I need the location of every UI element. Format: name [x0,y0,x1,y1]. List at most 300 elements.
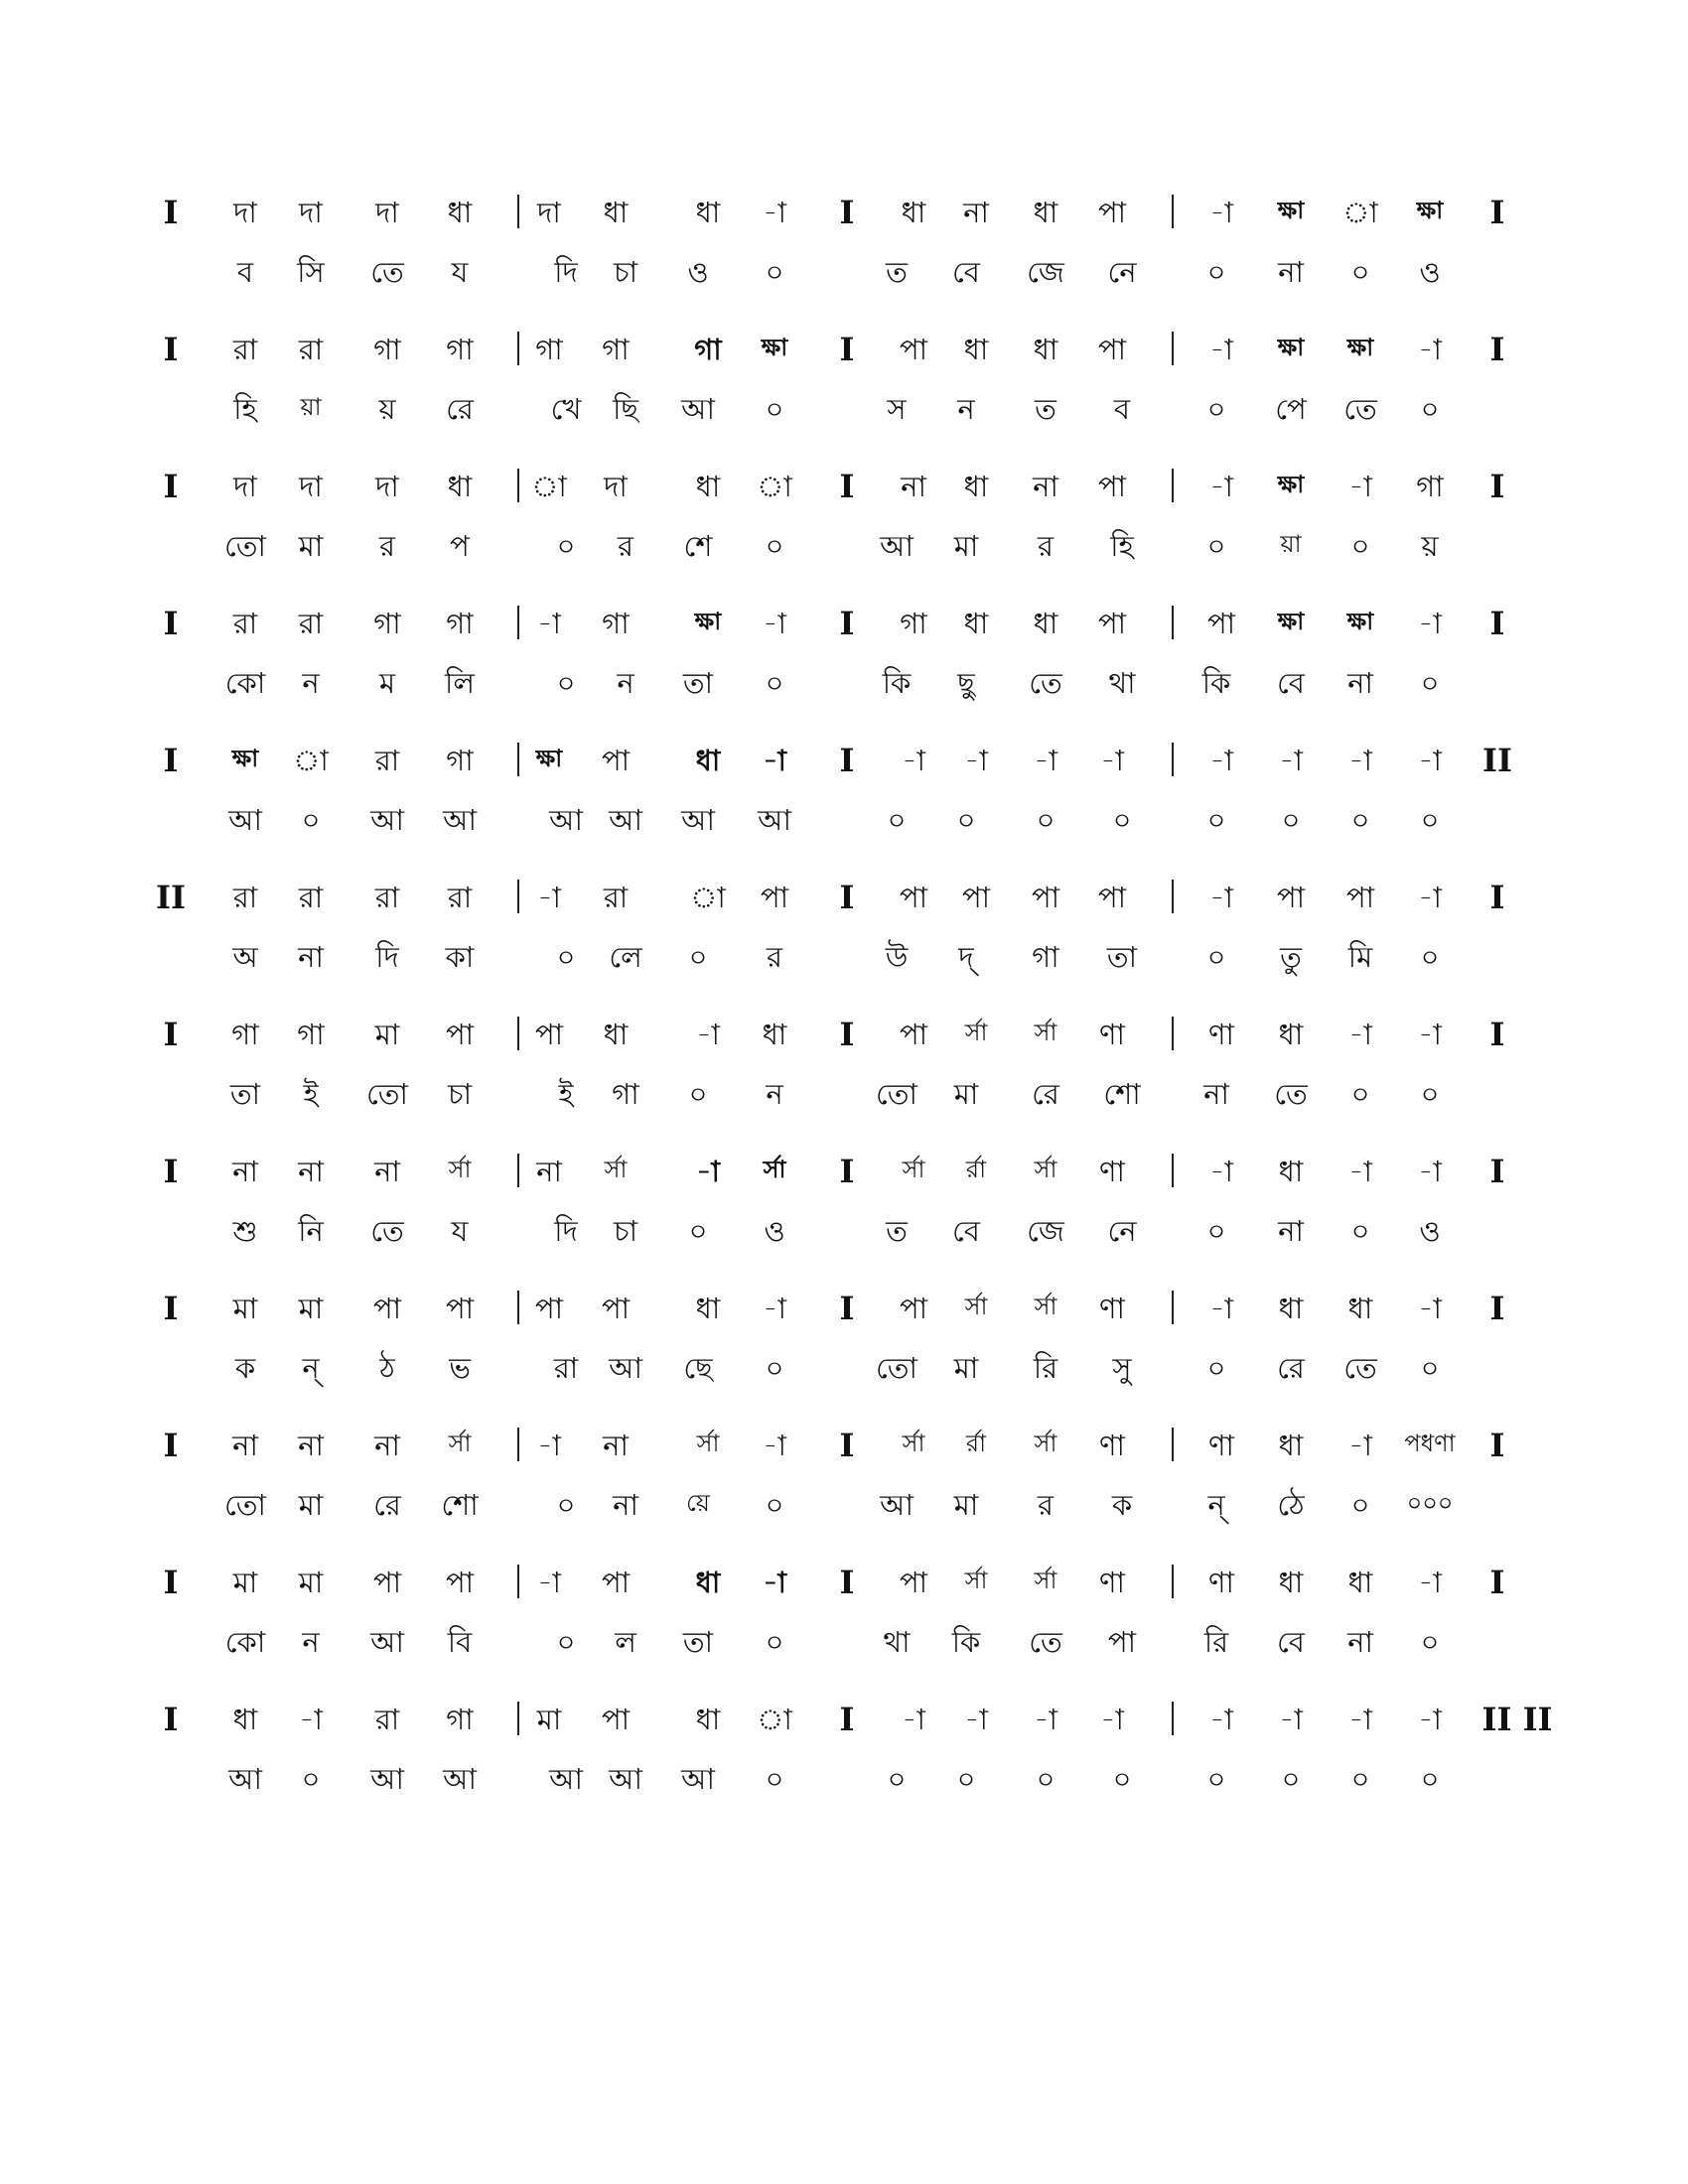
note-cell: না [298,1155,324,1188]
note-cell: গা [1416,470,1444,503]
note-cell: া [293,744,329,777]
lyric-cell: হি [1110,529,1134,563]
lyric-cell: ০ [556,940,576,974]
note-cell: ক্ষা [535,745,563,772]
lyric-cell: য [451,255,469,289]
lyric-cell: মা [953,1351,979,1385]
lyric-cell: অ [232,940,258,974]
lyric-cell: দি [375,940,399,974]
note-cell: ণা [1099,1018,1125,1051]
lyric-cell: গা [1032,940,1059,974]
note-cell: র্সা [964,1293,988,1320]
note-cell: -া [1418,1292,1442,1325]
note-cell: পা [899,881,928,914]
note-cell: ধা [603,1018,629,1051]
lyric-cell: কি [882,666,912,700]
lyric-cell: চা [447,1077,473,1111]
note-cell: ধা [1278,1566,1304,1599]
lyric-cell: মা [298,529,324,563]
lyric-cell: ০ [887,803,907,837]
barline-middle: I [839,194,855,231]
note-cell: ধা [1347,1566,1373,1599]
note-cell: না [232,1155,258,1188]
barline-middle: I [839,468,855,505]
note-cell: া [690,881,726,914]
note-cell: -া [1418,1018,1442,1051]
lyric-cell: তো [224,1488,266,1522]
note-cell: -া [1418,1155,1442,1188]
note-cell: রা [374,744,400,777]
lyric-cell: ও [1419,1214,1441,1248]
note-cell: পা [601,1566,631,1599]
lyric-cell: কো [224,1625,266,1659]
barline-start: I [163,605,179,642]
lyric-cell: আ [370,803,404,837]
note-cell: র্সা [696,1430,720,1457]
note-cell: র্সা [1034,1567,1057,1594]
lyric-cell: দি [554,255,578,289]
note-cell: -া [1418,881,1442,914]
lyric-cell: ন্ [1207,1488,1225,1522]
note-cell: দা [537,196,561,229]
note-cell: পা [445,1566,475,1599]
lyric-cell: ০ [765,1762,784,1796]
lyric-cell: ম [378,666,396,700]
note-cell: দা [299,196,323,229]
lyric-cell: ব [1113,392,1131,426]
note-cell: র্সা [604,1156,628,1183]
note-cell: রা [374,881,400,914]
lyric-cell: তো [876,1351,917,1385]
note-cell: মা [298,1566,324,1599]
note-cell: -া [1100,744,1124,777]
lyric-cell: র [767,940,782,974]
note-cell: দা [375,196,399,229]
note-cell: পা [899,333,928,366]
measure-separator [1172,1565,1174,1598]
barline-end: I [1489,879,1505,916]
barline-start: I [163,1701,179,1738]
note-cell: ধা [1278,1429,1304,1462]
note-cell: গা [535,333,563,366]
note-cell: -া [1418,744,1442,777]
lyric-cell: তে [1343,392,1377,426]
lyric-cell: ০ [1206,940,1226,974]
note-cell: না [901,470,926,503]
note-cell: -া [696,1018,720,1051]
note-cell: র্সা [1034,1156,1057,1183]
note-cell: -া [964,744,988,777]
lyric-cell: না [613,1488,638,1522]
note-cell: ধা [695,744,721,777]
note-cell: মা [298,1292,324,1325]
note-cell: পা [1206,607,1236,640]
lyric-cell: আ [228,1762,262,1796]
lyric-cell: আ [880,1488,914,1522]
note-cell: দা [233,196,257,229]
lyric-cell: তা [229,1077,261,1111]
note-cell: পধণা [1404,1430,1456,1457]
note-cell: -া [964,1703,988,1736]
lyric-cell: ০ [1036,803,1055,837]
measure-separator [1172,1291,1174,1324]
lyric-cell: দি [554,1214,578,1248]
note-cell: গা [602,333,630,366]
lyric-cell: ছে [683,1351,713,1385]
measure-separator [517,1428,519,1461]
note-cell: -া [763,196,786,229]
lyric-cell: আ [681,392,715,426]
lyric-cell: নে [1107,255,1137,289]
barline-start: I [163,468,179,505]
lyric-cell: না [1347,666,1373,700]
lyric-cell: ০ [1206,392,1226,426]
note-cell: রা [447,881,473,914]
lyric-cell: সু [1112,1351,1132,1385]
lyric-cell: তা [682,1625,714,1659]
measure-separator [517,1017,519,1050]
lyric-cell: জে [1027,255,1064,289]
note-cell: ক্ষা [761,334,788,361]
note-cell: না [232,1429,258,1462]
note-cell: র্সা [902,1156,925,1183]
lyric-cell: মা [953,1488,979,1522]
lyric-cell: ন [302,666,320,700]
lyric-cell: ০ [1420,1762,1440,1796]
lyric-cell: খে [550,392,582,426]
note-cell: -া [763,744,786,777]
note-cell: না [298,1429,324,1462]
note-cell: ণা [1208,1018,1234,1051]
note-cell: না [374,1429,400,1462]
note-cell: রা [232,881,258,914]
lyric-cell: ন [766,1077,783,1111]
note-cell: -া [763,607,786,640]
lyric-cell: ক [1111,1488,1133,1522]
note-cell: পা [601,744,631,777]
note-cell: -া [1034,1703,1057,1736]
note-cell: পা [1097,470,1127,503]
note-cell: পা [1276,881,1306,914]
note-cell: র্সা [964,1567,988,1594]
note-cell: না [374,1155,400,1188]
lyric-cell: ০ [1206,1351,1226,1385]
lyric-cell: শু [232,1214,258,1248]
lyric-cell: রে [446,392,474,426]
lyric-cell: কি [951,1625,981,1659]
barline-middle: I [839,331,855,368]
lyric-cell: তে [1343,1351,1377,1385]
note-cell: র্সা [763,1156,786,1183]
note-cell: র্সা [1034,1019,1057,1046]
lyric-cell: ০ [1206,803,1226,837]
lyric-cell: ০ [765,1488,784,1522]
lyric-cell: তো [224,529,266,563]
lyric-cell: আ [443,803,477,837]
note-cell: -া [1209,1292,1233,1325]
note-cell: গা [694,333,722,366]
note-cell: র্সা [1034,1293,1057,1320]
note-cell: পা [1097,196,1127,229]
note-cell: ধা [1278,1018,1304,1051]
note-cell: ধা [695,1292,721,1325]
note-cell: পা [1097,333,1127,366]
barline-start: I [163,1427,179,1464]
lyric-cell: ০ [1350,1077,1370,1111]
lyric-cell: না [1347,1625,1373,1659]
lyric-cell: ক [234,1351,256,1385]
lyric-cell: ০ [1420,1351,1440,1385]
lyric-cell: আ [609,1762,642,1796]
note-cell: ধা [762,1018,787,1051]
note-cell: গা [446,333,474,366]
lyric-cell: ০ [1350,1488,1370,1522]
measure-separator [1172,1428,1174,1461]
note-cell: গা [297,1018,325,1051]
note-cell: -া [1209,744,1233,777]
lyric-cell: বে [1277,666,1305,700]
barline-start: II [156,879,186,916]
note-cell: গা [373,333,401,366]
lyric-cell: মা [953,529,979,563]
barline-start: I [163,1290,179,1327]
barline-end: I [1489,1290,1505,1327]
lyric-cell: স [887,392,907,426]
note-cell: রা [298,881,324,914]
note-cell: -া [1418,607,1442,640]
lyric-cell: তে [1274,1077,1308,1111]
note-cell: -া [1279,1703,1303,1736]
lyric-cell: ০ [1420,803,1440,837]
lyric-cell: বে [952,255,980,289]
lyric-cell: নি [298,1214,324,1248]
lyric-cell: রে [1032,1077,1059,1111]
lyric-cell: ঠে [1277,1488,1305,1522]
note-cell: ধা [603,196,629,229]
note-cell: পা [760,881,789,914]
lyric-cell: য়ে [686,1489,710,1517]
lyric-cell: রে [1277,1351,1305,1385]
note-cell: -া [537,1429,561,1462]
lyric-cell: ০ [688,1214,708,1248]
lyric-cell: ০ [765,1625,784,1659]
barline-end: I [1489,331,1505,368]
lyric-cell: ০ [887,1762,907,1796]
note-cell: -া [1034,744,1057,777]
lyric-cell: দ্ [958,940,974,974]
note-cell: ক্ষা [1277,334,1305,361]
lyric-cell: ০ [1350,1762,1370,1796]
barline-middle: I [839,1153,855,1190]
lyric-cell: ও [1419,255,1441,289]
note-cell: ণা [1208,1566,1234,1599]
lyric-cell: ০ [1420,940,1440,974]
note-cell: না [1033,470,1058,503]
note-cell: -া [537,881,561,914]
barline-middle: I [839,1016,855,1053]
note-cell: পা [899,1292,928,1325]
note-cell: না [963,196,989,229]
note-cell: -া [1209,881,1233,914]
lyric-cell: ০ [765,255,784,289]
lyric-cell: বে [1277,1625,1305,1659]
barline-middle: I [839,1427,855,1464]
measure-separator [1172,1702,1174,1735]
lyric-cell: তো [366,1077,408,1111]
note-cell: ক্ষা [694,608,722,635]
lyric-cell: ০ [1036,1762,1055,1796]
lyric-cell: ল [615,1625,636,1659]
note-cell: -া [1209,1155,1233,1188]
lyric-cell: ০ [1350,255,1370,289]
barline-end: I [1489,1564,1505,1601]
note-cell: -া [537,607,561,640]
lyric-cell: হি [233,392,257,426]
lyric-cell: ০ [1112,1762,1132,1796]
note-cell: গা [446,744,474,777]
note-cell: মা [232,1566,258,1599]
note-cell: পা [372,1292,402,1325]
lyric-cell: ছু [957,666,975,700]
measure-separator [517,332,519,365]
note-cell: পা [1097,881,1127,914]
lyric-cell: না [298,940,324,974]
barline-start: I [163,1564,179,1601]
lyric-cell: ০ [1350,529,1370,563]
lyric-cell: তো [876,1077,917,1111]
note-cell: -া [902,744,925,777]
lyric-cell: ০ [1420,392,1440,426]
lyric-cell: পা [1107,1625,1137,1659]
note-cell: রা [603,881,629,914]
lyric-cell: না [1278,1214,1304,1248]
lyric-cell: ০ [765,392,784,426]
lyric-cell: তে [1029,666,1062,700]
lyric-cell: ০ [765,1351,784,1385]
barline-start: I [163,194,179,231]
barline-end: I [1489,1427,1505,1464]
note-cell: -া [763,1292,786,1325]
note-cell: -া [1348,1155,1372,1188]
lyric-cell: ০ [688,940,708,974]
note-cell: গা [446,1703,474,1736]
note-cell: া [757,1703,792,1736]
lyric-cell: ত [1035,392,1056,426]
note-cell: ক্ষা [1346,608,1374,635]
note-cell: -া [1348,744,1372,777]
note-cell: রা [232,607,258,640]
lyric-cell: মা [953,1077,979,1111]
note-cell: ধা [901,196,926,229]
lyric-cell: ০ [1206,255,1226,289]
lyric-cell: আ [370,1625,404,1659]
lyric-cell: ন [302,1625,320,1659]
lyric-cell: রি [1033,1351,1058,1385]
note-cell: ণা [1099,1292,1125,1325]
note-cell: ক্ষা [231,745,259,772]
note-cell: দা [233,470,257,503]
lyric-cell: ০ [1420,1625,1440,1659]
lyric-cell: পে [1275,392,1307,426]
barline-start: I [163,1016,179,1053]
barline-middle: I [839,1290,855,1327]
lyric-cell: রি [1203,1625,1229,1659]
measure-separator [1172,743,1174,776]
note-cell: ধা [447,196,473,229]
barline-end: I [1489,1016,1505,1053]
lyric-cell: ০ [1281,803,1301,837]
note-cell: -া [1418,1703,1442,1736]
note-cell: ধা [695,196,721,229]
lyric-cell: ই [303,1077,319,1111]
barline-middle: I [839,1701,855,1738]
note-cell: -া [1100,1703,1124,1736]
measure-separator [517,1565,519,1598]
lyric-cell: ০ [1420,666,1440,700]
lyric-cell: ০ [556,529,576,563]
lyric-cell: চা [613,1214,638,1248]
barline-start: I [163,1153,179,1190]
measure-separator [1172,1017,1174,1050]
lyric-cell: র [1038,1488,1054,1522]
note-cell: পা [601,1703,631,1736]
note-cell: ধা [695,1703,721,1736]
note-cell: গা [602,607,630,640]
note-cell: গা [446,607,474,640]
note-cell: দা [299,470,323,503]
note-cell: র্রা [965,1430,987,1457]
measure-separator [1172,880,1174,913]
lyric-cell: ০ [556,1488,576,1522]
note-cell: র্সা [964,1019,988,1046]
lyric-cell: ০ [765,666,784,700]
lyric-cell: ০ [1281,1762,1301,1796]
lyric-cell: ০ [1206,1762,1226,1796]
lyric-cell: য়া [300,393,322,421]
lyric-cell: মি [1347,940,1373,974]
barline-middle: I [839,879,855,916]
note-cell: ধা [963,470,989,503]
lyric-cell: ০ [1206,1214,1226,1248]
lyric-cell: আ [880,529,914,563]
note-cell: ক্ষা [1277,608,1305,635]
barline-middle: I [839,605,855,642]
note-cell: ক্ষা [1346,334,1374,361]
note-cell: র্সা [1034,1430,1057,1457]
lyric-cell: ত [886,1214,908,1248]
note-cell: গা [231,1018,259,1051]
note-cell: -া [902,1703,925,1736]
note-cell: ধা [695,1566,721,1599]
lyric-cell: তে [1029,1625,1062,1659]
note-cell: পা [601,1292,631,1325]
lyric-cell: ন [957,392,975,426]
note-cell: -া [696,1155,720,1188]
barline-end: I [1489,1153,1505,1190]
barline-end: II [1482,742,1512,779]
note-cell: না [536,1155,562,1188]
note-cell: ণা [1099,1155,1125,1188]
measure-separator [517,1702,519,1735]
lyric-cell: আ [681,1762,715,1796]
lyric-cell: সি [297,255,325,289]
lyric-cell: ০ [956,1762,976,1796]
measure-separator [517,880,519,913]
lyric-cell: য় [378,392,396,426]
note-cell: পা [534,1018,564,1051]
lyric-cell: কা [445,940,475,974]
lyric-cell: ০ [301,803,321,837]
